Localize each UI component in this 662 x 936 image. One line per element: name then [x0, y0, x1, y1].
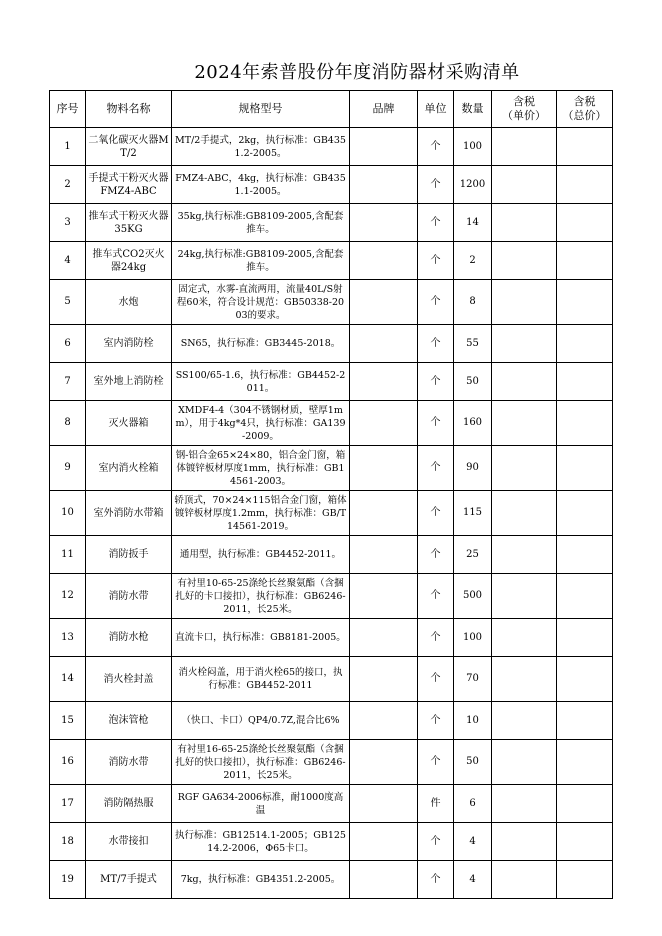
table-row — [50, 823, 613, 861]
cell-unit-price — [492, 491, 557, 536]
cell-index: 2 — [50, 166, 86, 204]
cell-total-price — [557, 574, 613, 619]
cell-index: 9 — [50, 446, 86, 491]
cell-spec: 通用型，执行标准：GB4452-2011。 — [172, 536, 350, 574]
cell-index: 15 — [50, 702, 86, 740]
cell-unit: 个 — [418, 401, 454, 446]
table-row — [50, 446, 613, 491]
cell-spec: 有衬里10-65-25涤纶长丝聚氨酯（含捆扎好的卡口接扣），执行标准：GB6246-2011，长25米。 — [172, 574, 350, 619]
cell-unit: 个 — [418, 491, 454, 536]
cell-name: 水带接扣 — [86, 823, 172, 861]
cell-index: 7 — [50, 363, 86, 401]
cell-unit: 个 — [418, 702, 454, 740]
cell-spec: 有衬里16-65-25涤纶长丝聚氨酯（含捆扎好的快口接扣），执行标准：GB6246-2011，长25米。 — [172, 740, 350, 785]
cell-unit: 个 — [418, 861, 454, 899]
cell-spec: FMZ4-ABC，4kg，执行标准：GB4351.1-2005。 — [172, 166, 350, 204]
cell-spec: 轿顶式，70×24×115铝合金门窗，箱体镀锌板材厚度1.2mm，执行标准：GB/T 14561-2019。 — [172, 491, 350, 536]
cell-qty: 100 — [454, 128, 492, 166]
cell-brand — [350, 242, 418, 280]
table-row — [50, 401, 613, 446]
cell-name: 灭火器箱 — [86, 401, 172, 446]
cell-brand — [350, 128, 418, 166]
cell-unit: 个 — [418, 823, 454, 861]
table-row — [50, 204, 613, 242]
cell-name: 二氧化碳灭火器MT/2 — [86, 128, 172, 166]
cell-index: 13 — [50, 619, 86, 657]
cell-qty: 6 — [454, 785, 492, 823]
cell-brand — [350, 280, 418, 325]
table-row — [50, 785, 613, 823]
cell-total-price — [557, 128, 613, 166]
cell-unit-price — [492, 702, 557, 740]
header-total-price: 含税 （总价） — [557, 91, 613, 128]
cell-unit: 个 — [418, 446, 454, 491]
cell-unit-price — [492, 861, 557, 899]
header-spec: 规格型号 — [172, 91, 350, 128]
cell-unit: 个 — [418, 574, 454, 619]
cell-qty: 8 — [454, 280, 492, 325]
cell-name: 手提式干粉灭火器FMZ4-ABC — [86, 166, 172, 204]
table-row — [50, 363, 613, 401]
table-row — [50, 242, 613, 280]
cell-brand — [350, 401, 418, 446]
cell-total-price — [557, 823, 613, 861]
cell-brand — [350, 204, 418, 242]
cell-name: 推车式CO2灭火器24kg — [86, 242, 172, 280]
cell-total-price — [557, 325, 613, 363]
cell-qty: 70 — [454, 657, 492, 702]
cell-unit-price — [492, 785, 557, 823]
cell-brand — [350, 657, 418, 702]
cell-name: 推车式干粉灭火器35KG — [86, 204, 172, 242]
cell-brand — [350, 861, 418, 899]
cell-unit-price — [492, 325, 557, 363]
cell-unit-price — [492, 363, 557, 401]
cell-name: MT/7手提式 — [86, 861, 172, 899]
cell-brand — [350, 823, 418, 861]
cell-name: 消防隔热服 — [86, 785, 172, 823]
cell-unit: 个 — [418, 280, 454, 325]
cell-total-price — [557, 785, 613, 823]
cell-total-price — [557, 619, 613, 657]
cell-brand — [350, 446, 418, 491]
cell-qty: 55 — [454, 325, 492, 363]
cell-index: 3 — [50, 204, 86, 242]
cell-unit: 个 — [418, 325, 454, 363]
cell-unit: 个 — [418, 242, 454, 280]
cell-index: 6 — [50, 325, 86, 363]
cell-unit-price — [492, 280, 557, 325]
cell-index: 19 — [50, 861, 86, 899]
table-row — [50, 166, 613, 204]
cell-total-price — [557, 861, 613, 899]
cell-qty: 500 — [454, 574, 492, 619]
cell-unit-price — [492, 536, 557, 574]
cell-spec: 直流卡口，执行标准：GB8181-2005。 — [172, 619, 350, 657]
cell-qty: 50 — [454, 740, 492, 785]
cell-index: 4 — [50, 242, 86, 280]
table-row — [50, 861, 613, 899]
cell-brand — [350, 363, 418, 401]
cell-unit: 个 — [418, 619, 454, 657]
cell-index: 14 — [50, 657, 86, 702]
cell-unit-price — [492, 242, 557, 280]
cell-unit-price — [492, 823, 557, 861]
cell-name: 泡沫管枪 — [86, 702, 172, 740]
cell-name: 消防水枪 — [86, 619, 172, 657]
table-row — [50, 128, 613, 166]
table-row — [50, 702, 613, 740]
cell-unit-price — [492, 574, 557, 619]
cell-brand — [350, 702, 418, 740]
cell-total-price — [557, 702, 613, 740]
cell-qty: 100 — [454, 619, 492, 657]
cell-brand — [350, 491, 418, 536]
cell-total-price — [557, 242, 613, 280]
cell-unit-price — [492, 740, 557, 785]
cell-index: 17 — [50, 785, 86, 823]
table-row — [50, 657, 613, 702]
cell-brand — [350, 325, 418, 363]
cell-qty: 90 — [454, 446, 492, 491]
cell-brand — [350, 574, 418, 619]
cell-index: 12 — [50, 574, 86, 619]
table-row — [50, 325, 613, 363]
cell-index: 8 — [50, 401, 86, 446]
cell-name: 消火栓封盖 — [86, 657, 172, 702]
cell-name: 室内消防栓 — [86, 325, 172, 363]
cell-qty: 160 — [454, 401, 492, 446]
cell-qty: 2 — [454, 242, 492, 280]
cell-total-price — [557, 204, 613, 242]
cell-unit-price — [492, 619, 557, 657]
cell-qty: 14 — [454, 204, 492, 242]
cell-spec: SN65，执行标准：GB3445-2018。 — [172, 325, 350, 363]
cell-spec: 钢-铝合金65×24×80，铝合金门窗，箱体镀锌板材厚度1mm，执行标准：GB14561-2003。 — [172, 446, 350, 491]
cell-total-price — [557, 536, 613, 574]
cell-spec: SS100/65-1.6，执行标准：GB4452-2011。 — [172, 363, 350, 401]
cell-brand — [350, 619, 418, 657]
table-row — [50, 280, 613, 325]
cell-brand — [350, 740, 418, 785]
cell-index: 11 — [50, 536, 86, 574]
cell-unit: 个 — [418, 166, 454, 204]
cell-brand — [350, 785, 418, 823]
cell-qty: 1200 — [454, 166, 492, 204]
cell-qty: 10 — [454, 702, 492, 740]
cell-brand — [350, 536, 418, 574]
header-name: 物料名称 — [86, 91, 172, 128]
cell-unit-price — [492, 128, 557, 166]
cell-unit-price — [492, 401, 557, 446]
cell-index: 18 — [50, 823, 86, 861]
cell-total-price — [557, 280, 613, 325]
header-unit-price: 含税 （单价） — [492, 91, 557, 128]
cell-qty: 50 — [454, 363, 492, 401]
cell-unit-price — [492, 446, 557, 491]
cell-qty: 25 — [454, 536, 492, 574]
cell-total-price — [557, 166, 613, 204]
cell-qty: 115 — [454, 491, 492, 536]
cell-name: 室内消火栓箱 — [86, 446, 172, 491]
cell-unit: 个 — [418, 204, 454, 242]
cell-spec: RGF GA634-2006标准，耐1000度高温 — [172, 785, 350, 823]
cell-qty: 4 — [454, 823, 492, 861]
cell-spec: MT/2手提式，2kg，执行标准：GB4351.2-2005。 — [172, 128, 350, 166]
cell-unit-price — [492, 204, 557, 242]
cell-unit-price — [492, 166, 557, 204]
header-unit: 单位 — [418, 91, 454, 128]
cell-unit: 个 — [418, 363, 454, 401]
header-brand: 品牌 — [350, 91, 418, 128]
cell-unit: 个 — [418, 740, 454, 785]
table-row — [50, 536, 613, 574]
cell-index: 16 — [50, 740, 86, 785]
cell-index: 1 — [50, 128, 86, 166]
cell-brand — [350, 166, 418, 204]
cell-total-price — [557, 446, 613, 491]
cell-spec: 7kg，执行标准：GB4351.2-2005。 — [172, 861, 350, 899]
cell-spec: 消火栓闷盖，用于消火栓65的接口，执行标准：GB4452-2011 — [172, 657, 350, 702]
cell-spec: 固定式，水雾-直流两用，流量40L/S射程60米，符合设计规范：GB50338-2003的要求。 — [172, 280, 350, 325]
cell-name: 消防水带 — [86, 740, 172, 785]
table-row — [50, 574, 613, 619]
cell-spec: （快口、卡口）QP4/0.7Z,混合比6% — [172, 702, 350, 740]
cell-name: 消防扳手 — [86, 536, 172, 574]
cell-total-price — [557, 740, 613, 785]
cell-unit: 个 — [418, 128, 454, 166]
cell-unit: 个 — [418, 536, 454, 574]
cell-name: 室外地上消防栓 — [86, 363, 172, 401]
cell-index: 10 — [50, 491, 86, 536]
table-row — [50, 740, 613, 785]
cell-name: 室外消防水带箱 — [86, 491, 172, 536]
cell-name: 消防水带 — [86, 574, 172, 619]
cell-spec: 执行标准：GB12514.1-2005；GB12514.2-2006，Φ65卡口。 — [172, 823, 350, 861]
header-row — [50, 91, 613, 128]
cell-index: 5 — [50, 280, 86, 325]
cell-total-price — [557, 491, 613, 536]
header-qty: 数量 — [454, 91, 492, 128]
table-row — [50, 491, 613, 536]
cell-unit-price — [492, 657, 557, 702]
page-title: 2024年索普股份年度消防器材采购清单 — [194, 62, 520, 83]
cell-unit: 个 — [418, 657, 454, 702]
cell-qty: 4 — [454, 861, 492, 899]
cell-name: 水炮 — [86, 280, 172, 325]
cell-total-price — [557, 401, 613, 446]
header-index: 序号 — [50, 91, 86, 128]
cell-spec: 35kg,执行标准:GB8109-2005,含配套推车。 — [172, 204, 350, 242]
table-row — [50, 619, 613, 657]
cell-unit: 件 — [418, 785, 454, 823]
cell-spec: XMDF4-4（304不锈钢材质，壁厚1mm），用于4kg*4只，执行标准：GA139-2009。 — [172, 401, 350, 446]
cell-total-price — [557, 363, 613, 401]
procurement-table — [49, 90, 613, 899]
cell-spec: 24kg,执行标准:GB8109-2005,含配套推车。 — [172, 242, 350, 280]
cell-total-price — [557, 657, 613, 702]
